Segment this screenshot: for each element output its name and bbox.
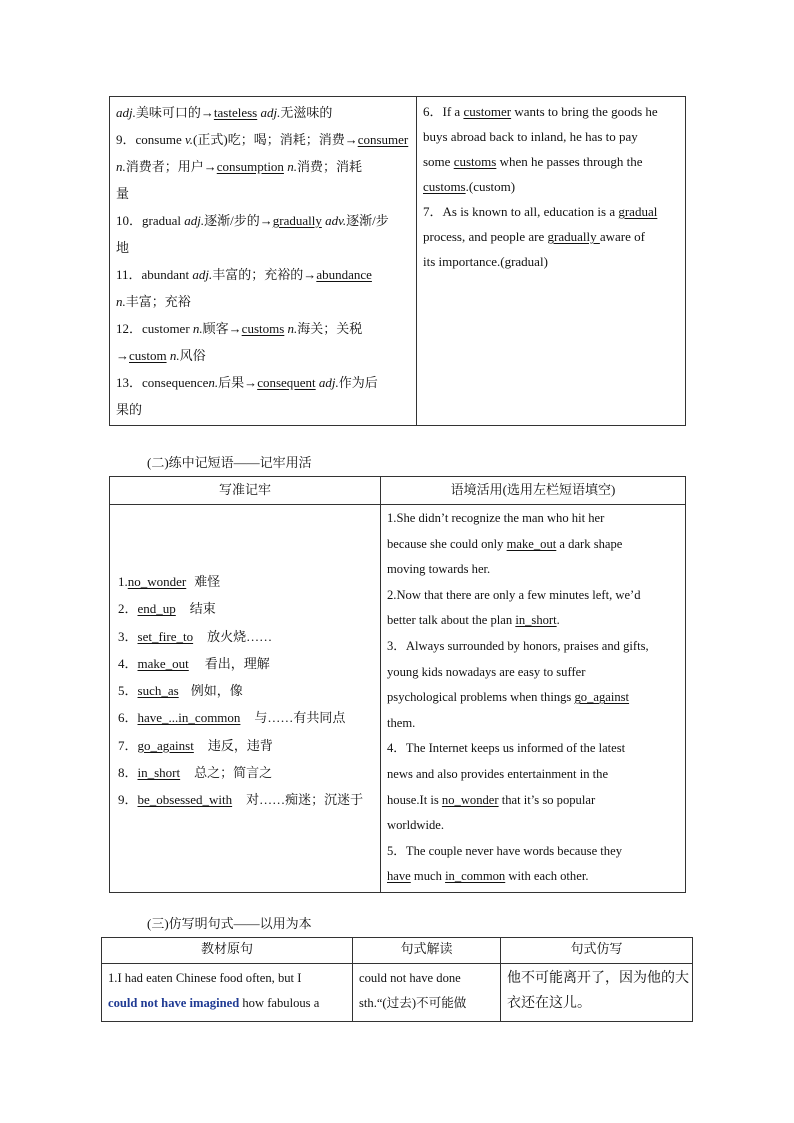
answer-blank: gradually (547, 229, 600, 244)
phrase-blank: in_short (137, 765, 181, 781)
context-line: young kids nowadays are easy to suffer (387, 664, 586, 679)
vocab-left-cell (110, 97, 417, 426)
phrase-item: 3．set_fire_to 放火烧…… (118, 628, 273, 644)
original-col-header: 教材原句 (102, 938, 353, 964)
answer-blank: custom (129, 348, 167, 363)
answer-blank: gradually (272, 213, 322, 228)
section3-title: (三)仿写明句式——以用为本 (147, 916, 312, 931)
phrase-item: 1.no_wonder 难怪 (118, 574, 221, 589)
phrase-blank: set_fire_to (137, 628, 194, 644)
vocab-line: 果的 (116, 402, 143, 417)
exercise-line: its importance.(gradual) (423, 254, 548, 269)
vocab-line: 9．consume v.(正式)吃；喝；消耗；消费→consumer (116, 132, 409, 147)
vocab-line: →custom n.风俗 (116, 348, 206, 363)
exercise-line: customs.(custom) (423, 179, 516, 194)
vocab-line: n.消费者；用户→consumption n.消费；消耗 (116, 159, 362, 174)
phrase-item: 9．be_obsessed_with 对……痴迷；沉迷于 (118, 792, 364, 808)
vocab-line: 12．customer n.顾客→customs n.海关；关税 (116, 321, 363, 336)
vocab-line: adj.美味可口的→tasteless adj.无滋味的 (116, 105, 333, 120)
imitate-line: 他不可能离开了，因为他的大 (507, 971, 689, 986)
original-line: could not have imagined how fabulous a (108, 996, 320, 1010)
context-col-header: 语境活用(选用左栏短语填空) (381, 477, 686, 505)
context-line: psychological problems when things go_against (387, 690, 630, 705)
context-line: 4．The Internet keeps us informed of the latest (387, 741, 626, 756)
answer-blank: go_against (574, 690, 630, 705)
phrase-item: 2．end_up 结束 (118, 601, 216, 617)
exercise-line: process, and people are gradually aware of (423, 229, 645, 244)
phrase-blank: end_up (137, 601, 176, 617)
phrase-item: 4．make_out 看出，理解 (118, 655, 270, 671)
vocab-line: 量 (116, 186, 130, 201)
answer-blank: customs (241, 321, 285, 336)
vocab-right-cell (417, 97, 686, 426)
vocab-line: 11．abundant adj.丰富的；充裕的→abundance (116, 267, 372, 282)
context-line: 1.She didn’t recognize the man who hit her (387, 511, 605, 525)
interp-col-header: 句式解读 (353, 938, 501, 964)
context-line: news and also provides entertainment in the (387, 766, 609, 781)
context-line: have much in_common with each other. (387, 869, 589, 884)
answer-blank: no_wonder (441, 792, 499, 807)
answer-blank: gradual (618, 204, 658, 219)
interp-line: sth.“(过去)不可能做 (359, 996, 467, 1010)
imitate-col-header: 句式仿写 (501, 938, 693, 964)
phrase-blank: such_as (137, 683, 179, 699)
phrase-list (118, 568, 363, 814)
imitate-line: 衣还在这儿。 (507, 996, 591, 1011)
context-cell (381, 505, 686, 893)
exercise-line: 7．As is known to all, education is a gradual (423, 204, 658, 219)
context-line: 2.Now that there are only a few minutes left, we’d (387, 587, 641, 602)
exercise-line: 6．If a customer wants to bring the goods he (423, 104, 658, 119)
phrase-item: 8．in_short 总之；简言之 (118, 765, 273, 781)
answer-blank: customs (423, 179, 466, 194)
context-line: house.It is no_wonder that it’s so popular (387, 792, 596, 807)
answer-blank: customer (463, 104, 512, 119)
imitate-cell (501, 964, 693, 1022)
phrase-blank: go_against (137, 737, 194, 753)
answer-blank: customs (453, 154, 497, 169)
context-line: 5．The couple never have words because they (387, 843, 622, 858)
sentence-table (101, 937, 693, 1022)
highlight-phrase: could not have imagined (108, 996, 240, 1010)
phrase-table (109, 476, 686, 893)
original-line: 1.I had eaten Chinese food often, but I (108, 971, 302, 985)
phrase-col-header: 写准记牢 (110, 477, 381, 505)
phrase-blank: have_...in_common (137, 710, 241, 726)
phrase-item: 5．such_as 例如，像 (118, 683, 243, 699)
answer-blank: abundance (316, 267, 372, 282)
context-line: them. (387, 715, 416, 730)
answer-blank: in_short (515, 613, 557, 628)
vocab-line: 地 (116, 240, 130, 255)
original-sentence-cell (102, 964, 353, 1022)
answer-blank: consumption (216, 159, 284, 174)
exercise-line: some customs when he passes through the (423, 154, 643, 169)
phrase-blank: no_wonder (127, 574, 187, 589)
phrase-blank: make_out (137, 655, 189, 671)
phrase-blank: be_obsessed_with (137, 792, 233, 808)
interp-cell (353, 964, 501, 1022)
exercise-line: buys abroad back to inland, he has to pay (423, 129, 638, 144)
answer-blank: have (387, 869, 411, 884)
phrase-item: 6．have_...in_common 与……有共同点 (118, 710, 346, 726)
answer-blank: in_common (445, 869, 506, 884)
context-line: because she could only make_out a dark shape (387, 536, 623, 551)
context-line: worldwide. (387, 818, 445, 833)
answer-blank: consumer (357, 132, 409, 147)
context-line: 3．Always surrounded by honors, praises and gifts, (387, 638, 649, 653)
answer-blank: consequent (257, 375, 316, 390)
answer-blank: tasteless (213, 105, 258, 120)
context-line: moving towards her. (387, 562, 491, 577)
vocab-line: n.丰富；充裕 (116, 294, 191, 309)
interp-line: could not have done (359, 971, 461, 985)
vocab-line: 13．consequencen.后果→consequent adj.作为后 (116, 375, 378, 390)
vocab-table (109, 96, 686, 426)
phrase-item: 7．go_against 违反，违背 (118, 737, 273, 753)
section2-title: (二)练中记短语——记牢用活 (147, 455, 312, 470)
answer-blank: make_out (506, 536, 557, 551)
phrase-list-cell (110, 505, 381, 893)
vocab-line: 10．gradual adj.逐渐/步的→gradually adv.逐渐/步 (116, 213, 389, 228)
context-line: better talk about the plan in_short. (387, 613, 560, 628)
